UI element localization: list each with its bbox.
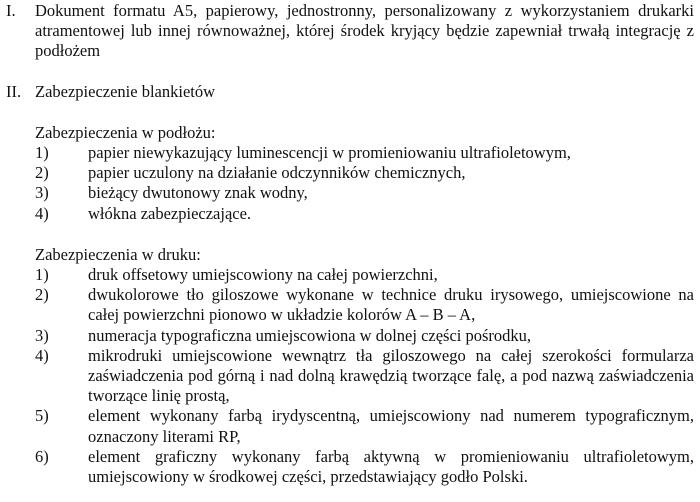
item-text: element wykonany farbą irydyscentną, umiejscowiony nad numerem typograficznym, oznaczony literami RP, bbox=[88, 406, 694, 446]
print-item bbox=[35, 265, 694, 285]
item-number: 5) bbox=[35, 406, 49, 426]
document-page bbox=[6, 1, 694, 487]
item-number: 2) bbox=[35, 163, 49, 183]
print-item bbox=[35, 346, 694, 407]
item-text: włókna zabezpieczające. bbox=[88, 203, 252, 223]
item-text: papier niewykazujący luminescencji w promieniowaniu ultrafioletowym, bbox=[88, 143, 571, 163]
item-text: druk offsetowy umiejscowiony na całej powierzchni, bbox=[88, 265, 438, 285]
substrate-heading: Zabezpieczenia w podłożu: bbox=[35, 122, 216, 142]
substrate-item bbox=[35, 204, 694, 224]
item-number: 6) bbox=[35, 446, 49, 466]
print-item bbox=[35, 326, 694, 346]
section-number: II. bbox=[6, 81, 22, 101]
section-i bbox=[6, 1, 694, 62]
item-text: mikrodruki umiejscowione wewnątrz tła giloszowego na całej szerokości formularza zaświadczenia pod górną i nad dolną krawędzią tworzące falę, a pod nazwą zaświadczenia tworzące linię prostą, bbox=[88, 345, 694, 406]
section-number: I. bbox=[6, 1, 16, 20]
print-item bbox=[35, 285, 694, 325]
item-number: 3) bbox=[35, 325, 49, 345]
section-ii bbox=[6, 82, 694, 102]
item-text: dwukolorowe tło giloszowe wykonane w technice druku irysowego, umiejscowione na całej powierzchni pionowo w układzie kolorów A – B – A, bbox=[88, 285, 694, 325]
item-number: 1) bbox=[35, 265, 49, 285]
item-number: 3) bbox=[35, 183, 49, 203]
item-number: 1) bbox=[35, 143, 49, 163]
item-number: 4) bbox=[35, 345, 49, 365]
item-text: element graficzny wykonany farbą aktywną w promieniowaniu ultrafioletowym, umiejscowiony w środkowej części, przedstawiający godło Polski. bbox=[88, 446, 694, 487]
item-text: bieżący dwutonowy znak wodny, bbox=[88, 183, 308, 203]
substrate-item bbox=[35, 143, 694, 163]
substrate-item bbox=[35, 183, 694, 203]
section-text: Dokument formatu A5, papierowy, jednostronny, personalizowany z wykorzystaniem drukarki atramentowej lub innej równoważnej, której środek kryjący będzie zapewniał trwałą integrację z podłożem bbox=[35, 1, 694, 61]
item-text: numeracja typograficzna umiejscowiona w dolnej części pośrodku, bbox=[88, 325, 532, 345]
spacer bbox=[6, 224, 694, 245]
print-heading: Zabezpieczenia w druku: bbox=[35, 244, 201, 264]
substrate-item bbox=[35, 163, 694, 183]
spacer bbox=[6, 62, 694, 82]
print-item bbox=[35, 406, 694, 446]
item-number: 2) bbox=[35, 285, 49, 305]
print-item bbox=[35, 447, 694, 487]
spacer bbox=[6, 102, 694, 123]
item-number: 4) bbox=[35, 203, 49, 223]
section-text: Zabezpieczenie blankietów bbox=[35, 81, 216, 101]
item-text: papier uczulony na działanie odczynników chemicznych, bbox=[88, 163, 466, 183]
